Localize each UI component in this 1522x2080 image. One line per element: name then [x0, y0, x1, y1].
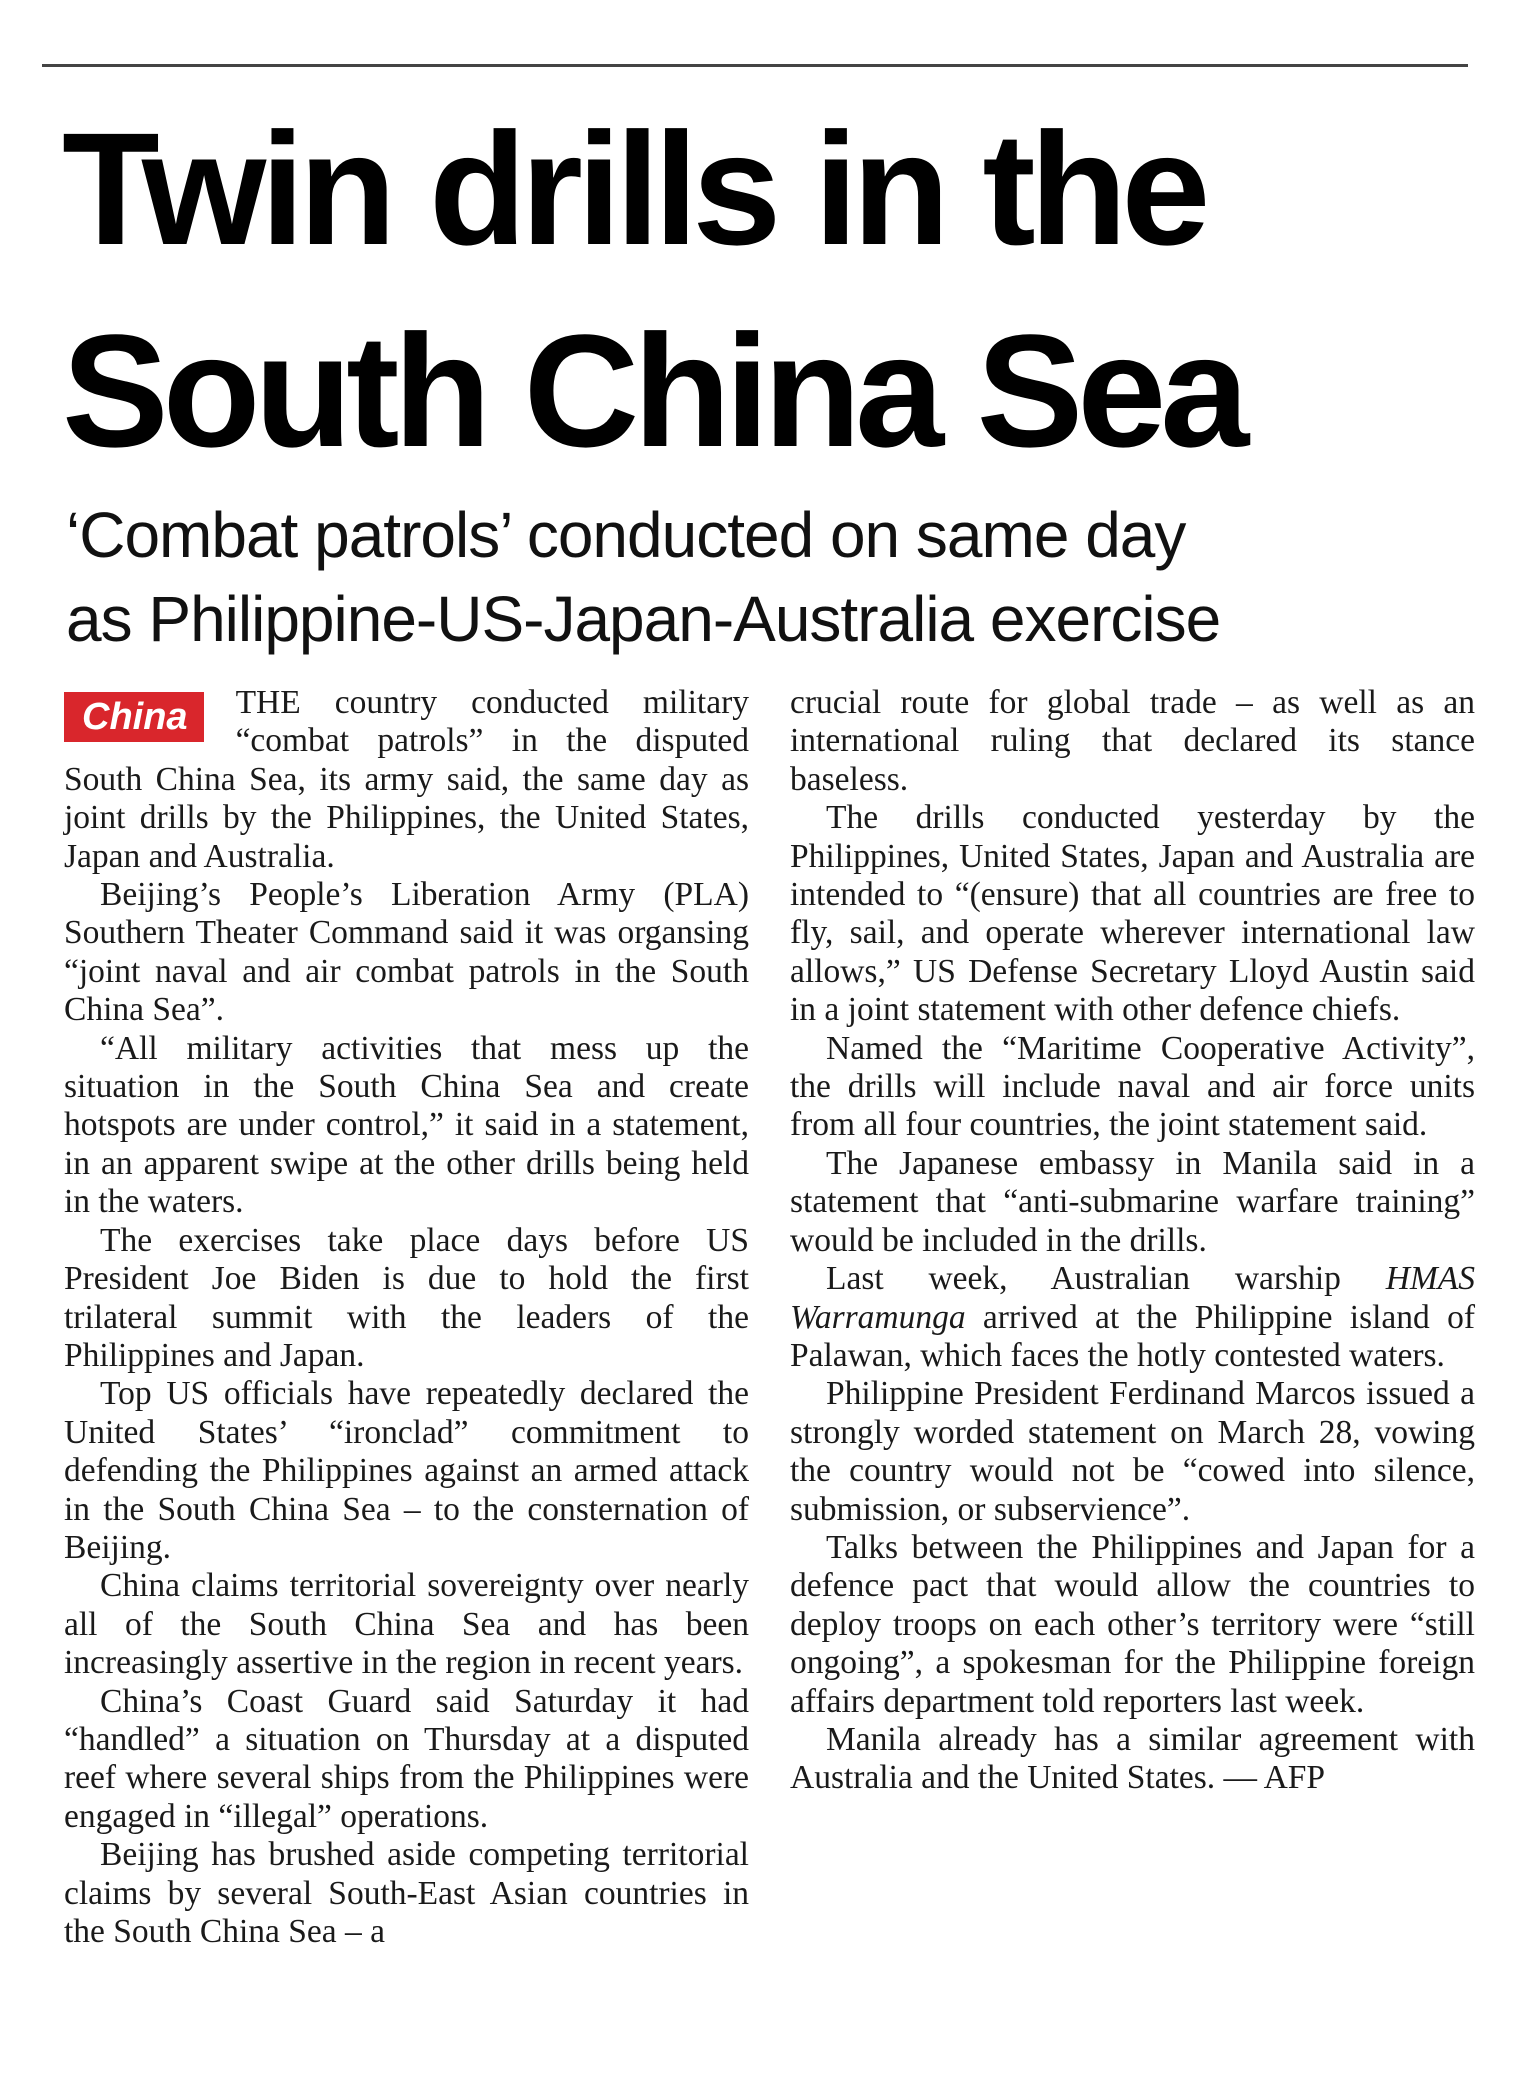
paragraph: Beijing has brushed aside competing territorial claims by several South-East Asian countries in the South China Sea – a: [64, 1836, 749, 1950]
paragraph: The drills conducted yesterday by the Philippines, United States, Japan and Australia are intended to “(ensure) that all countries are free to fly, sail, and operate wherever international law allows,” US Defense Secretary Lloyd Austin said in a joint statement with other defence chiefs.: [790, 799, 1475, 1029]
ship-name: HMAS Warramunga: [790, 1260, 1475, 1336]
paragraph-text: THE country conducted military “combat patrols” in the disputed South China Sea, its army said, the same day as joint drills by the Philippines, the United States, Japan and Australia.: [64, 684, 749, 875]
paragraph: The Japanese embassy in Manila said in a statement that “anti-submarine warfare training” would be included in the drills.: [790, 1144, 1475, 1259]
paragraph: Philippine President Ferdinand Marcos issued a strongly worded statement on March 28, vowing the country would not be “cowed into silence, submission, or subservience”.: [790, 1375, 1475, 1528]
headline-line-1: Twin drills in the: [62, 99, 1205, 278]
subheadline: [66, 493, 1486, 661]
paragraph: Manila already has a similar agreement with Australia and the United States. — AFP: [790, 1720, 1475, 1797]
subheadline-line-1: ‘Combat patrols’ conducted on same day: [66, 499, 1186, 571]
paragraph-text: Last week, Australian warship: [826, 1260, 1386, 1298]
paragraph: China’s Coast Guard said Saturday it had “handled” a situation on Thursday at a disputed reef where several ships from the Philippines were engaged in “illegal” operations.: [64, 1682, 749, 1835]
paragraph: crucial route for global trade – as well as an international ruling that declared its stance baseless.: [790, 684, 1475, 798]
paragraph: The exercises take place days before US President Joe Biden is due to hold the first trilateral summit with the leaders of the Philippines and Japan.: [64, 1221, 749, 1374]
paragraph: “All military activities that mess up the situation in the South China Sea and create hotspots are under control,” it said in a statement, in an apparent swipe at the other drills being held in the waters.: [64, 1029, 749, 1221]
paragraph: [64, 684, 749, 876]
article-column-left: [64, 684, 749, 1951]
section-tag: China: [64, 692, 204, 742]
paragraph: Named the “Maritime Cooperative Activity”, the drills will include naval and air force units from all four countries, the joint statement said.: [790, 1029, 1475, 1144]
paragraph: Top US officials have repeatedly declared the United States’ “ironclad” commitment to defending the Philippines against an armed attack in the South China Sea – to the consternation of Beijing.: [64, 1375, 749, 1566]
paragraph: China claims territorial sovereignty over nearly all of the South China Sea and has been increasingly assertive in the region in recent years.: [64, 1567, 749, 1682]
paragraph: Beijing’s People’s Liberation Army (PLA) Southern Theater Command said it was organsing “joint naval and air combat patrols in the South China Sea”.: [64, 876, 749, 1029]
headline-line-2: South China Sea: [62, 301, 1244, 480]
subheadline-line-2: as Philippine-US-Japan-Australia exercise: [66, 583, 1221, 655]
paragraph: Talks between the Philippines and Japan for a defence pact that would allow the countries to deploy troops on each other’s territory were “still ongoing”, a spokesman for the Philippine foreign affairs department told reporters last week.: [790, 1528, 1475, 1720]
paragraph-text: arrived at the Philippine island of Palawan, which faces the hotly contested waters.: [790, 1298, 1475, 1374]
headline: [62, 88, 1482, 492]
top-rule: [42, 64, 1468, 67]
article-column-right: [790, 684, 1475, 1798]
paragraph: [790, 1260, 1475, 1375]
